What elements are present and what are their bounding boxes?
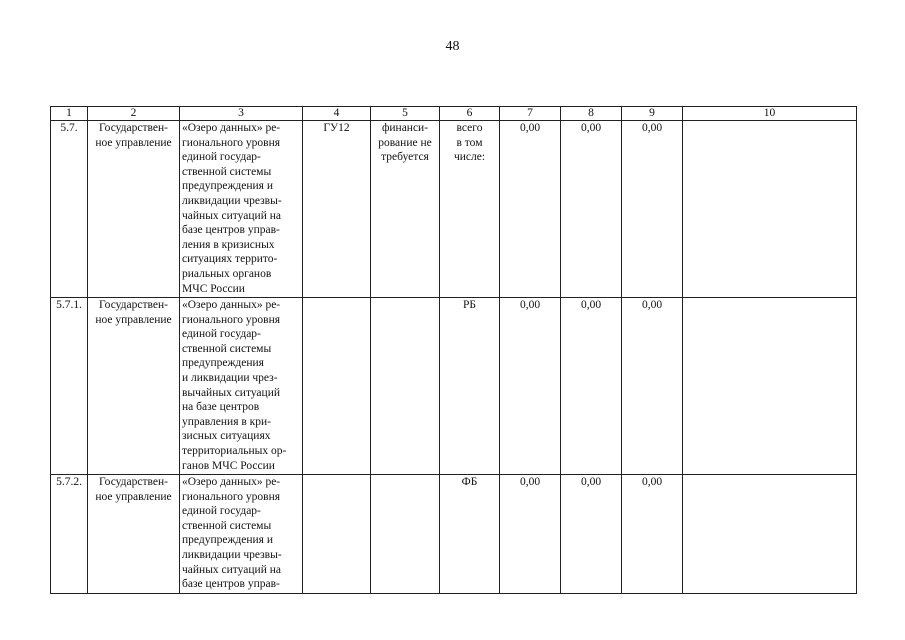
header-row xyxy=(51,107,857,121)
header-cell: 1 xyxy=(51,107,88,121)
responsible-cell-line: ное управление xyxy=(95,136,172,149)
header-cell: 5 xyxy=(371,107,440,121)
measure-description-line: единой государ- xyxy=(182,505,261,518)
table-row xyxy=(51,121,857,298)
measure-description-line: территориальных ор- xyxy=(182,444,287,457)
header-cell: 10 xyxy=(683,107,857,121)
measure-description-line: на базе центров xyxy=(182,401,260,414)
header-cell: 7 xyxy=(500,107,561,121)
responsible-cell xyxy=(88,298,180,475)
measure-description-line: «Озеро данных» ре- xyxy=(182,476,281,488)
value-col9: 0,00 xyxy=(622,121,683,298)
page-number: 48 xyxy=(445,39,460,54)
responsible-cell xyxy=(88,475,180,594)
table-row xyxy=(51,475,857,594)
measure-description-line: базе центров управ- xyxy=(182,578,280,591)
source-cell xyxy=(440,475,500,594)
budget-table xyxy=(50,106,857,594)
measure-description-line: чайных ситуаций на xyxy=(182,563,281,576)
header-cell: 2 xyxy=(88,107,180,121)
measure-description-line: МЧС России xyxy=(182,282,245,295)
measure-description-line: базе центров управ- xyxy=(182,224,280,237)
value-col7: 0,00 xyxy=(500,121,561,298)
measure-description xyxy=(180,475,303,594)
value-col8: 0,00 xyxy=(561,121,622,298)
measure-description-line: и ликвидации чрез- xyxy=(182,371,278,384)
row-number: 5.7.2. xyxy=(51,475,88,594)
source-cell-line: РБ xyxy=(463,299,476,311)
measure-description-line: единой государ- xyxy=(182,151,261,164)
responsible-cell xyxy=(88,121,180,298)
source-cell xyxy=(440,121,500,298)
measure-description-line: вычайных ситуаций xyxy=(182,386,281,399)
measure-description-line: предупреждения xyxy=(182,357,264,370)
header-cell: 9 xyxy=(622,107,683,121)
measure-description-line: ганов МЧС России xyxy=(182,459,275,472)
value-col8: 0,00 xyxy=(561,298,622,475)
code-cell xyxy=(303,298,371,475)
responsible-cell-line: ное управление xyxy=(95,313,172,326)
code-cell xyxy=(303,475,371,594)
financing-cell xyxy=(371,121,440,298)
responsible-cell-line: Государствен- xyxy=(99,299,168,311)
measure-description-line: ственной системы xyxy=(182,342,272,355)
measure-description-line: ственной системы xyxy=(182,165,272,178)
measure-description-line: гионального уровня xyxy=(182,136,281,149)
header-cell: 3 xyxy=(180,107,303,121)
value-col7: 0,00 xyxy=(500,475,561,594)
note-cell xyxy=(683,121,857,298)
source-cell xyxy=(440,298,500,475)
header-cell: 6 xyxy=(440,107,500,121)
value-col8: 0,00 xyxy=(561,475,622,594)
measure-description-line: предупреждения и xyxy=(182,534,273,547)
measure-description-line: ственной системы xyxy=(182,519,272,532)
header-cell: 8 xyxy=(561,107,622,121)
measure-description-line: риальных органов xyxy=(182,267,272,280)
source-cell-line: числе: xyxy=(453,151,486,164)
note-cell xyxy=(683,475,857,594)
financing-cell xyxy=(371,298,440,475)
measure-description-line: зисных ситуациях xyxy=(182,430,271,443)
value-col7: 0,00 xyxy=(500,298,561,475)
source-cell-line: всего xyxy=(456,122,483,134)
measure-description-line: ликвидации чрезвы- xyxy=(182,548,282,561)
responsible-cell-line: Государствен- xyxy=(99,122,168,134)
measure-description-line: гионального уровня xyxy=(182,313,281,326)
measure-description-line: чайных ситуаций на xyxy=(182,209,281,222)
measure-description-line: единой государ- xyxy=(182,328,261,341)
measure-description-line: гионального уровня xyxy=(182,490,281,503)
financing-cell-line: рование не xyxy=(378,136,432,149)
table-row xyxy=(51,298,857,475)
financing-cell-line: требуется xyxy=(381,151,429,164)
source-cell-line: в том xyxy=(456,136,483,149)
measure-description-line: управления в кри- xyxy=(182,415,271,428)
responsible-cell-line: ное управление xyxy=(95,490,172,503)
row-number: 5.7.1. xyxy=(51,298,88,475)
measure-description-line: «Озеро данных» ре- xyxy=(182,299,281,311)
responsible-cell-line: Государствен- xyxy=(99,476,168,488)
measure-description-line: «Озеро данных» ре- xyxy=(182,122,281,134)
measure-description xyxy=(180,298,303,475)
value-col9: 0,00 xyxy=(622,298,683,475)
measure-description-line: ликвидации чрезвы- xyxy=(182,194,282,207)
value-col9: 0,00 xyxy=(622,475,683,594)
financing-cell xyxy=(371,475,440,594)
code-cell: ГУ12 xyxy=(303,121,371,298)
measure-description-line: ситуациях террито- xyxy=(182,253,278,266)
source-cell-line: ФБ xyxy=(461,476,478,488)
measure-description xyxy=(180,121,303,298)
header-cell: 4 xyxy=(303,107,371,121)
measure-description-line: предупреждения и xyxy=(182,180,273,193)
financing-cell-line: финанси- xyxy=(381,122,429,134)
row-number: 5.7. xyxy=(51,121,88,298)
note-cell xyxy=(683,298,857,475)
measure-description-line: ления в кризисных xyxy=(182,238,275,251)
